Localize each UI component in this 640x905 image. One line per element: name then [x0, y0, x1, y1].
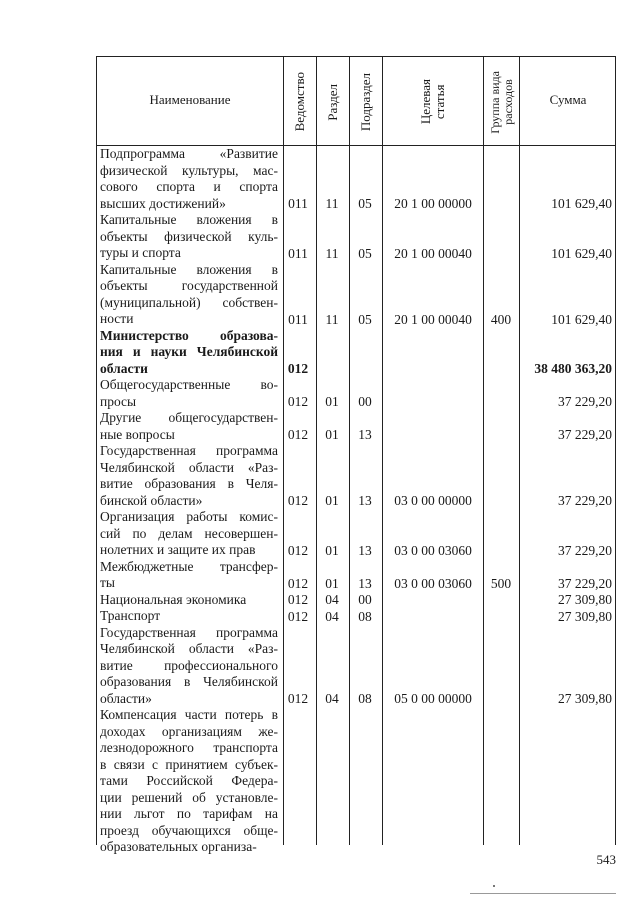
page-number: 543: [596, 852, 616, 867]
row-expense-group: 400: [490, 311, 512, 327]
row-subsection: 00: [358, 592, 372, 607]
row-target-article: 05 0 00 00000: [394, 691, 472, 706]
row-name-line: (муниципальной) собствен-: [100, 294, 278, 310]
row-name-line: доходах организациям же-: [100, 723, 278, 739]
row-name-line: Министерство образова-: [100, 327, 278, 343]
row-subsection: 13: [358, 575, 372, 591]
row-name-line: сового спорта и спорта: [100, 179, 278, 194]
row-department: 012: [287, 427, 309, 442]
row-name-line: Общегосударственные во-: [100, 377, 278, 392]
column-divider: [283, 57, 284, 845]
column-divider: [483, 57, 484, 845]
row-name-line: Государственная программа: [100, 624, 278, 640]
row-name-line: нии льгот по тарифам на: [100, 806, 278, 821]
row-department: 011: [288, 196, 308, 211]
row-name-line: Подпрограмма «Развитие: [100, 146, 278, 161]
row-subsection: 05: [358, 245, 372, 261]
row-target-article: 03 0 00 03060: [394, 575, 472, 591]
row-target-article: 03 0 00 00000: [394, 493, 472, 508]
row-sum: 27 309,80: [558, 691, 612, 706]
row-name-line: Компенсация части потерь в: [100, 707, 278, 722]
row-name-line: ные вопросы: [100, 426, 175, 442]
row-subsection: 13: [358, 427, 372, 442]
row-section: 04: [325, 592, 339, 607]
row-name-line: образования в Челябинской: [100, 674, 278, 689]
header-sum: Сумма: [549, 92, 587, 107]
row-department: 011: [288, 245, 308, 261]
row-name-line: в связи с принятием субъек-: [100, 756, 278, 772]
row-name: [100, 443, 278, 509]
row-name-line: витие профессионального: [100, 657, 278, 673]
header-section: Раздел: [325, 83, 340, 121]
row-name: [100, 262, 278, 328]
row-target-article: 20 1 00 00040: [394, 311, 472, 327]
row-name-line: физической культуры, мас-: [100, 162, 278, 178]
row-sum: 101 629,40: [551, 196, 612, 211]
row-subsection: 08: [358, 691, 372, 706]
row-section: 01: [325, 493, 339, 508]
row-name-line: Челябинской области «Раз-: [100, 459, 278, 475]
row-target-article: 03 0 00 03060: [394, 542, 472, 558]
row-name-line: нолетних и защите их прав: [100, 542, 256, 557]
row-name-line: Другие общегосударствен-: [100, 410, 278, 425]
row-subsection: 08: [358, 608, 372, 624]
row-sum: 37 229,20: [558, 493, 612, 508]
row-name-line: Челябинской области «Раз-: [100, 641, 278, 656]
row-section: 11: [325, 196, 339, 211]
row-name: [100, 559, 278, 592]
row-name-line: Национальная экономика: [100, 591, 247, 607]
row-section: 04: [325, 608, 339, 624]
row-name: [100, 625, 278, 708]
row-sum: 37 229,20: [558, 427, 612, 442]
row-sum: 101 629,40: [551, 311, 612, 327]
row-section: 01: [325, 575, 339, 591]
row-name-line: образовательных организа-: [100, 839, 257, 854]
row-expense-group: 500: [490, 575, 512, 591]
row-name-line: тами Российской Федера-: [100, 773, 278, 788]
row-name: [100, 608, 278, 625]
row-name: [100, 328, 278, 378]
row-department: 012: [287, 493, 309, 508]
header-target-article: Целевая статья: [418, 79, 447, 125]
row-subsection: 00: [358, 394, 372, 409]
row-name-line: сий по делам несовершен-: [100, 525, 278, 541]
row-section: 01: [325, 394, 339, 409]
row-subsection: 05: [358, 196, 372, 211]
row-name-line: ности: [100, 311, 134, 326]
row-name-line: бинской области»: [100, 492, 203, 508]
row-name-line: проезд обучающихся обще-: [100, 822, 278, 838]
row-name-line: Организация работы комис-: [100, 509, 278, 524]
row-name-line: Капитальные вложения в: [100, 261, 278, 277]
row-subsection: 13: [358, 493, 372, 508]
row-name-line: высших достижений»: [100, 195, 226, 211]
row-sum: 27 309,80: [558, 592, 612, 607]
row-sum: 37 229,20: [558, 575, 612, 591]
row-subsection: 05: [358, 311, 372, 327]
footer-rule: [470, 893, 616, 894]
row-sum: 27 309,80: [558, 608, 612, 624]
row-sum: 101 629,40: [551, 245, 612, 261]
row-section: 11: [325, 245, 339, 261]
row-target-article: 20 1 00 00000: [394, 196, 472, 211]
row-name-line: ции решений об установле-: [100, 789, 278, 805]
column-divider: [349, 57, 350, 845]
row-name-line: Государственная программа: [100, 443, 278, 458]
row-name-line: Межбюджетные трансфер-: [100, 558, 278, 574]
row-name: [100, 410, 278, 443]
row-name-line: просы: [100, 393, 137, 409]
row-name-line: области»: [100, 690, 152, 706]
row-name-line: лезнодорожного транспорта: [100, 740, 278, 755]
row-department: 012: [287, 592, 309, 607]
row-section: 01: [325, 542, 339, 558]
row-name-line: Транспорт: [100, 608, 161, 623]
row-name-line: ния и науки Челябинской: [100, 344, 278, 359]
row-department: 012: [287, 394, 309, 409]
row-name: [100, 146, 278, 212]
row-department: 011: [288, 311, 308, 327]
row-name-line: витие образования в Челя-: [100, 476, 278, 491]
row-section: 11: [325, 311, 339, 327]
row-name-line: области: [100, 360, 148, 376]
row-section: 01: [325, 427, 339, 442]
row-department: 012: [287, 542, 309, 558]
row-name: [100, 707, 278, 856]
row-name-line: туры и спорта: [100, 245, 181, 260]
scan-speck: [493, 885, 495, 887]
row-name-line: ты: [100, 575, 115, 590]
row-sum: 37 229,20: [558, 394, 612, 409]
row-department: 012: [287, 575, 309, 591]
row-name: [100, 509, 278, 559]
row-name: [100, 377, 278, 410]
row-department: 012: [287, 361, 309, 376]
header-expense-group: Группа вида расходов: [487, 70, 515, 134]
row-subsection: 13: [358, 542, 372, 558]
row-name-line: объекты государственной: [100, 278, 278, 293]
row-section: 04: [325, 691, 339, 706]
row-department: 012: [287, 608, 309, 624]
row-sum: 38 480 363,20: [534, 361, 612, 376]
row-name: [100, 592, 278, 609]
row-department: 012: [287, 691, 309, 706]
header-name: Наименование: [149, 92, 231, 107]
row-name: [100, 212, 278, 262]
row-target-article: 20 1 00 00040: [394, 245, 472, 261]
column-divider: [519, 57, 520, 845]
column-divider: [382, 57, 383, 845]
row-name-line: Капитальные вложения в: [100, 212, 278, 227]
row-name-line: объекты физической куль-: [100, 228, 278, 244]
column-divider: [316, 57, 317, 845]
header-department: Ведомство: [292, 72, 307, 132]
row-sum: 37 229,20: [558, 542, 612, 558]
header-subsection: Подраздел: [358, 72, 373, 132]
